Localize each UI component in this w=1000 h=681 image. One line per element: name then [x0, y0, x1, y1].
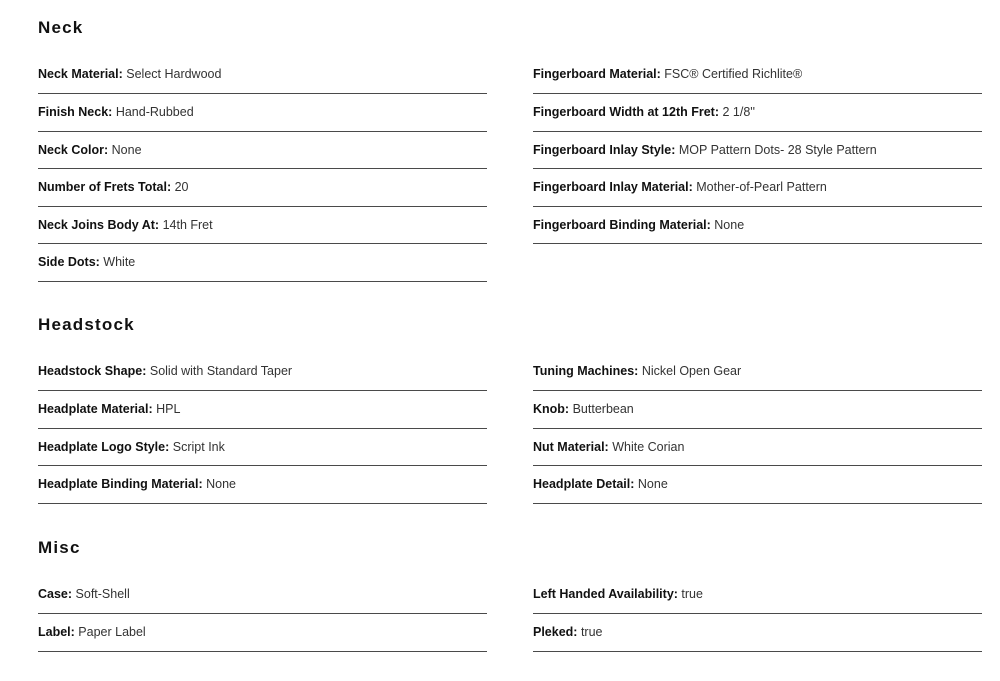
spec-row [533, 363, 982, 391]
spec-column-left [38, 586, 487, 652]
spec-value: 14th Fret [162, 217, 213, 232]
spec-value: Solid with Standard Taper [149, 364, 293, 378]
spec-value: true [681, 587, 703, 601]
spec-row [533, 169, 982, 207]
section-headstock [38, 315, 982, 491]
spec-value: Mother-of-Pearl Pattern [696, 180, 827, 194]
section-title: Neck [38, 18, 84, 37]
spec-value: 2 1/8'' [722, 105, 756, 119]
spec-value: Butterbean [572, 402, 634, 416]
spec-row [38, 207, 487, 245]
spec-column-right [533, 363, 982, 504]
spec-label: Pleked: [533, 625, 578, 639]
spec-value: Nickel Open Gear [641, 364, 742, 378]
spec-row [38, 614, 487, 652]
spec-label: Headplate Binding Material: [38, 477, 203, 491]
spec-value: MOP Pattern Dots- 28 Style Pattern [678, 142, 877, 157]
spec-value: None [111, 142, 142, 157]
spec-label: Fingerboard Inlay Material: [533, 180, 693, 194]
spec-label: Neck Material: [38, 67, 123, 81]
spec-row [38, 66, 487, 94]
spec-label: Fingerboard Inlay Style: [533, 142, 676, 157]
spec-label: Fingerboard Material: [533, 67, 661, 81]
spec-value: true [580, 625, 603, 639]
spec-row [533, 132, 982, 170]
spec-value: Select Hardwood [126, 67, 222, 81]
section-misc [38, 538, 982, 639]
spec-label: Nut Material: [533, 439, 609, 454]
spec-label: Finish Neck: [38, 105, 113, 119]
spec-row [533, 66, 982, 94]
spec-row [533, 466, 982, 504]
spec-label: Tuning Machines: [533, 364, 639, 378]
spec-label: Number of Frets Total: [38, 180, 172, 194]
spec-label: Headplate Detail: [533, 477, 635, 491]
spec-label: Knob: [533, 402, 570, 416]
spec-value: None [637, 477, 668, 491]
spec-label: Case: [38, 587, 73, 601]
spec-row [533, 391, 982, 429]
spec-row [38, 429, 487, 467]
spec-row [533, 586, 982, 614]
spec-label: Fingerboard Width at 12th Fret: [533, 105, 719, 119]
spec-value: Paper Label [78, 625, 146, 639]
spec-value: Hand-Rubbed [115, 105, 194, 119]
spec-label: Headplate Logo Style: [38, 439, 170, 454]
spec-column-right [533, 586, 982, 652]
spec-row [38, 391, 487, 429]
section-title: Headstock [38, 315, 135, 334]
spec-value: None [714, 217, 745, 232]
section-title: Misc [38, 538, 81, 557]
spec-value: HPL [156, 402, 181, 416]
spec-label: Neck Joins Body At: [38, 217, 160, 232]
spec-value: 20 [174, 180, 189, 194]
spec-label: Headstock Shape: [38, 364, 147, 378]
spec-label: Neck Color: [38, 142, 109, 157]
spec-label: Side Dots: [38, 255, 100, 269]
spec-row [533, 429, 982, 467]
spec-value: Soft-Shell [75, 587, 130, 601]
spec-row [38, 94, 487, 132]
spec-row [38, 586, 487, 614]
spec-label: Label: [38, 625, 75, 639]
spec-value: FSC® Certified Richlite® [664, 67, 803, 81]
spec-label: Left Handed Availability: [533, 587, 678, 601]
spec-row [38, 244, 487, 282]
spec-row [38, 466, 487, 504]
spec-row [38, 132, 487, 170]
section-neck [38, 18, 982, 269]
spec-column-right [533, 66, 982, 244]
spec-value: White Corian [612, 439, 685, 454]
spec-value: Script Ink [172, 439, 225, 454]
spec-column-left [38, 363, 487, 504]
spec-column-left [38, 66, 487, 282]
spec-row [38, 169, 487, 207]
spec-row [533, 94, 982, 132]
spec-label: Headplate Material: [38, 402, 153, 416]
spec-row [533, 614, 982, 652]
spec-row [533, 207, 982, 245]
spec-label: Fingerboard Binding Material: [533, 217, 711, 232]
spec-row [38, 363, 487, 391]
spec-value: White [103, 255, 136, 269]
spec-value: None [206, 477, 236, 491]
